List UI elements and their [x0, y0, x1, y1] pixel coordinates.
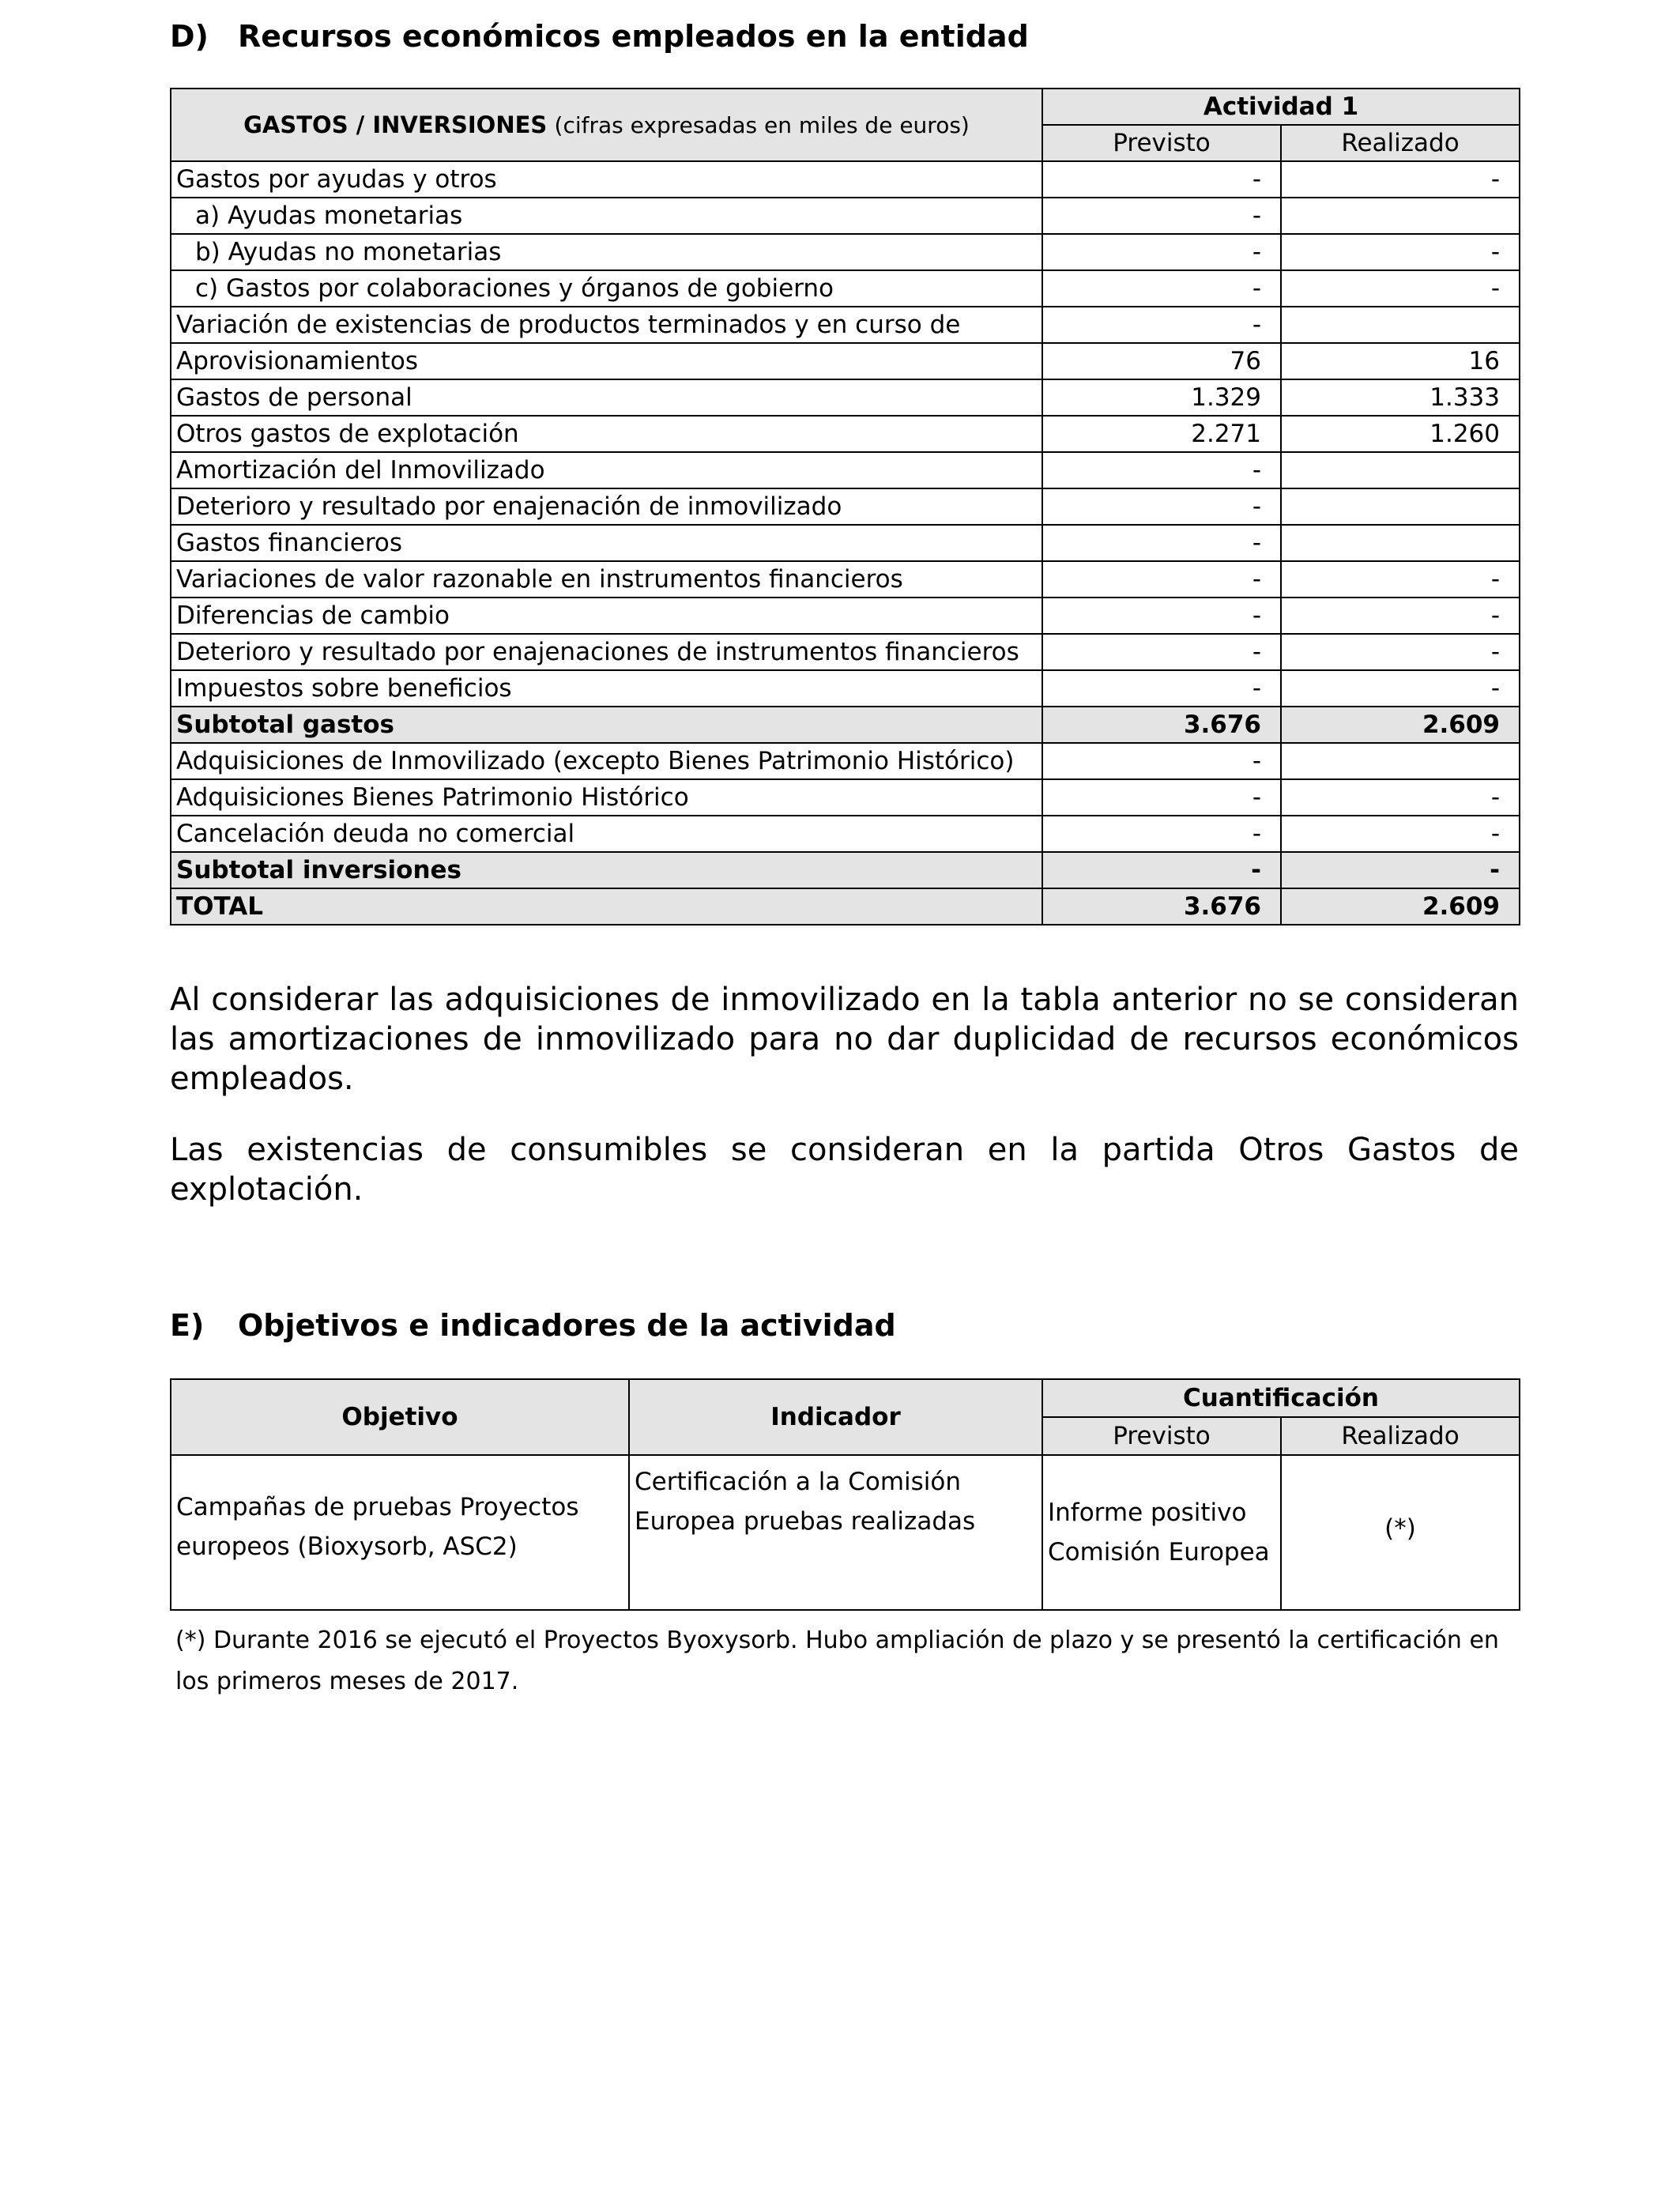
- row-realizado: -: [1281, 816, 1520, 852]
- col-realizado-header: Realizado: [1281, 125, 1520, 161]
- row-previsto: -: [1042, 634, 1281, 670]
- row-previsto: -: [1042, 452, 1281, 488]
- table-row: [171, 270, 1520, 307]
- row-label: Amortización del Inmovilizado: [171, 452, 1042, 488]
- table-row: [171, 416, 1520, 452]
- row-previsto: -: [1042, 816, 1281, 852]
- indicator-cell: Certificación a la Comisión Europea pruebas realizadas: [629, 1455, 1042, 1610]
- row-label: TOTAL: [171, 888, 1042, 925]
- row-label: Otros gastos de explotación: [171, 416, 1042, 452]
- row-label: Diferencias de cambio: [171, 598, 1042, 634]
- row-previsto: -: [1042, 852, 1281, 888]
- section-e-heading: [170, 1308, 896, 1343]
- activity-group-header: Actividad 1: [1042, 89, 1520, 125]
- row-previsto: 3.676: [1042, 888, 1281, 925]
- row-realizado: -: [1281, 234, 1520, 270]
- table-row: [171, 234, 1520, 270]
- paragraph-amortizaciones: Al considerar las adquisiciones de inmovilizado en la tabla anterior no se consideran las amortizaciones de inmovilizado para no dar duplicidad de recursos económicos empleados.: [170, 982, 1519, 1097]
- objective-row: [171, 1455, 1520, 1610]
- resources-table: [170, 88, 1520, 925]
- row-label: Deterioro y resultado por enajenación de inmovilizado: [171, 488, 1042, 525]
- row-previsto: -: [1042, 307, 1281, 343]
- row-previsto: 3.676: [1042, 707, 1281, 743]
- row-realizado: [1281, 307, 1520, 343]
- table-row: [171, 452, 1520, 488]
- row-label: b) Ayudas no monetarias: [171, 234, 1042, 270]
- row-label: c) Gastos por colaboraciones y órganos de gobierno: [171, 270, 1042, 307]
- row-previsto: 2.271: [1042, 416, 1281, 452]
- resources-table-title: [171, 89, 1042, 161]
- row-label: Subtotal inversiones: [171, 852, 1042, 888]
- paragraph-existencias: Las existencias de consumibles se consideran en la partida Otros Gastos de explotación.: [170, 1132, 1519, 1208]
- row-label: Cancelación deuda no comercial: [171, 816, 1042, 852]
- table-row: [171, 598, 1520, 634]
- table-row: [171, 161, 1520, 198]
- table-row: [171, 816, 1520, 852]
- row-realizado: [1281, 198, 1520, 234]
- row-realizado: 16: [1281, 343, 1520, 379]
- row-realizado: 1.260: [1281, 416, 1520, 452]
- section-e-letter: E): [170, 1308, 205, 1343]
- row-label: Aprovisionamientos: [171, 343, 1042, 379]
- resources-table-title-note: (cifras expresadas en miles de euros): [554, 112, 970, 138]
- row-previsto: -: [1042, 488, 1281, 525]
- row-label: Gastos de personal: [171, 379, 1042, 416]
- row-realizado: -: [1281, 161, 1520, 198]
- col-indicador-header: Indicador: [629, 1379, 1042, 1455]
- row-previsto: -: [1042, 743, 1281, 779]
- col-realizado-header: Realizado: [1281, 1417, 1520, 1455]
- row-previsto: -: [1042, 161, 1281, 198]
- previsto-cell: Informe positivo Comisión Europea: [1042, 1455, 1281, 1610]
- row-label: Adquisiciones Bienes Patrimonio Histórico: [171, 779, 1042, 816]
- row-previsto: -: [1042, 525, 1281, 561]
- row-label: Variación de existencias de productos terminados y en curso de: [171, 307, 1042, 343]
- table-row: [171, 343, 1520, 379]
- table-row: [171, 670, 1520, 707]
- footnote: (*) Durante 2016 se ejecutó el Proyectos Byoxysorb. Hubo ampliación de plazo y se presentó la certificación en los primeros meses de 2017.: [175, 1627, 1499, 1695]
- row-realizado: [1281, 525, 1520, 561]
- row-previsto: -: [1042, 598, 1281, 634]
- row-label: Gastos por ayudas y otros: [171, 161, 1042, 198]
- row-realizado: [1281, 488, 1520, 525]
- resources-table-title-bold: GASTOS / INVERSIONES: [243, 111, 548, 138]
- row-realizado: 1.333: [1281, 379, 1520, 416]
- row-realizado: [1281, 452, 1520, 488]
- row-previsto: -: [1042, 234, 1281, 270]
- col-objetivo-header: Objetivo: [171, 1379, 629, 1455]
- table-row: [171, 888, 1520, 925]
- row-realizado: 2.609: [1281, 707, 1520, 743]
- row-label: Variaciones de valor razonable en instrumentos financieros: [171, 561, 1042, 598]
- row-realizado: -: [1281, 270, 1520, 307]
- row-previsto: -: [1042, 270, 1281, 307]
- row-label: Subtotal gastos: [171, 707, 1042, 743]
- table-row: [171, 488, 1520, 525]
- row-label: Impuestos sobre beneficios: [171, 670, 1042, 707]
- table-row: [171, 307, 1520, 343]
- row-previsto: -: [1042, 198, 1281, 234]
- row-realizado: -: [1281, 561, 1520, 598]
- row-previsto: -: [1042, 561, 1281, 598]
- row-label: Deterioro y resultado por enajenaciones de instrumentos financieros: [171, 634, 1042, 670]
- table-row: [171, 852, 1520, 888]
- table-row: [171, 561, 1520, 598]
- table-row: [171, 779, 1520, 816]
- section-d-heading: [170, 19, 1029, 54]
- col-previsto-header: Previsto: [1042, 125, 1281, 161]
- table-row: [171, 707, 1520, 743]
- section-d-letter: D): [170, 19, 209, 54]
- row-realizado: -: [1281, 852, 1520, 888]
- table-row: [171, 525, 1520, 561]
- section-d-title: Recursos económicos empleados en la entidad: [238, 19, 1029, 54]
- row-previsto: 76: [1042, 343, 1281, 379]
- table-row: [171, 198, 1520, 234]
- section-e-title: Objetivos e indicadores de la actividad: [238, 1308, 896, 1343]
- row-realizado: [1281, 743, 1520, 779]
- row-previsto: -: [1042, 779, 1281, 816]
- row-label: Gastos financieros: [171, 525, 1042, 561]
- row-realizado: -: [1281, 670, 1520, 707]
- row-realizado: -: [1281, 779, 1520, 816]
- table-row: [171, 379, 1520, 416]
- row-realizado: 2.609: [1281, 888, 1520, 925]
- row-label: Adquisiciones de Inmovilizado (excepto Bienes Patrimonio Histórico): [171, 743, 1042, 779]
- objective-cell: Campañas de pruebas Proyectos europeos (Bioxysorb, ASC2): [171, 1455, 629, 1610]
- row-label: a) Ayudas monetarias: [171, 198, 1042, 234]
- table-row: [171, 634, 1520, 670]
- col-previsto-header: Previsto: [1042, 1417, 1281, 1455]
- row-previsto: 1.329: [1042, 379, 1281, 416]
- cuantificacion-group-header: Cuantificación: [1042, 1379, 1520, 1417]
- table-row: [171, 743, 1520, 779]
- row-previsto: -: [1042, 670, 1281, 707]
- objectives-table: [170, 1378, 1520, 1611]
- row-realizado: -: [1281, 634, 1520, 670]
- row-realizado: -: [1281, 598, 1520, 634]
- realizado-cell: (*): [1281, 1455, 1520, 1610]
